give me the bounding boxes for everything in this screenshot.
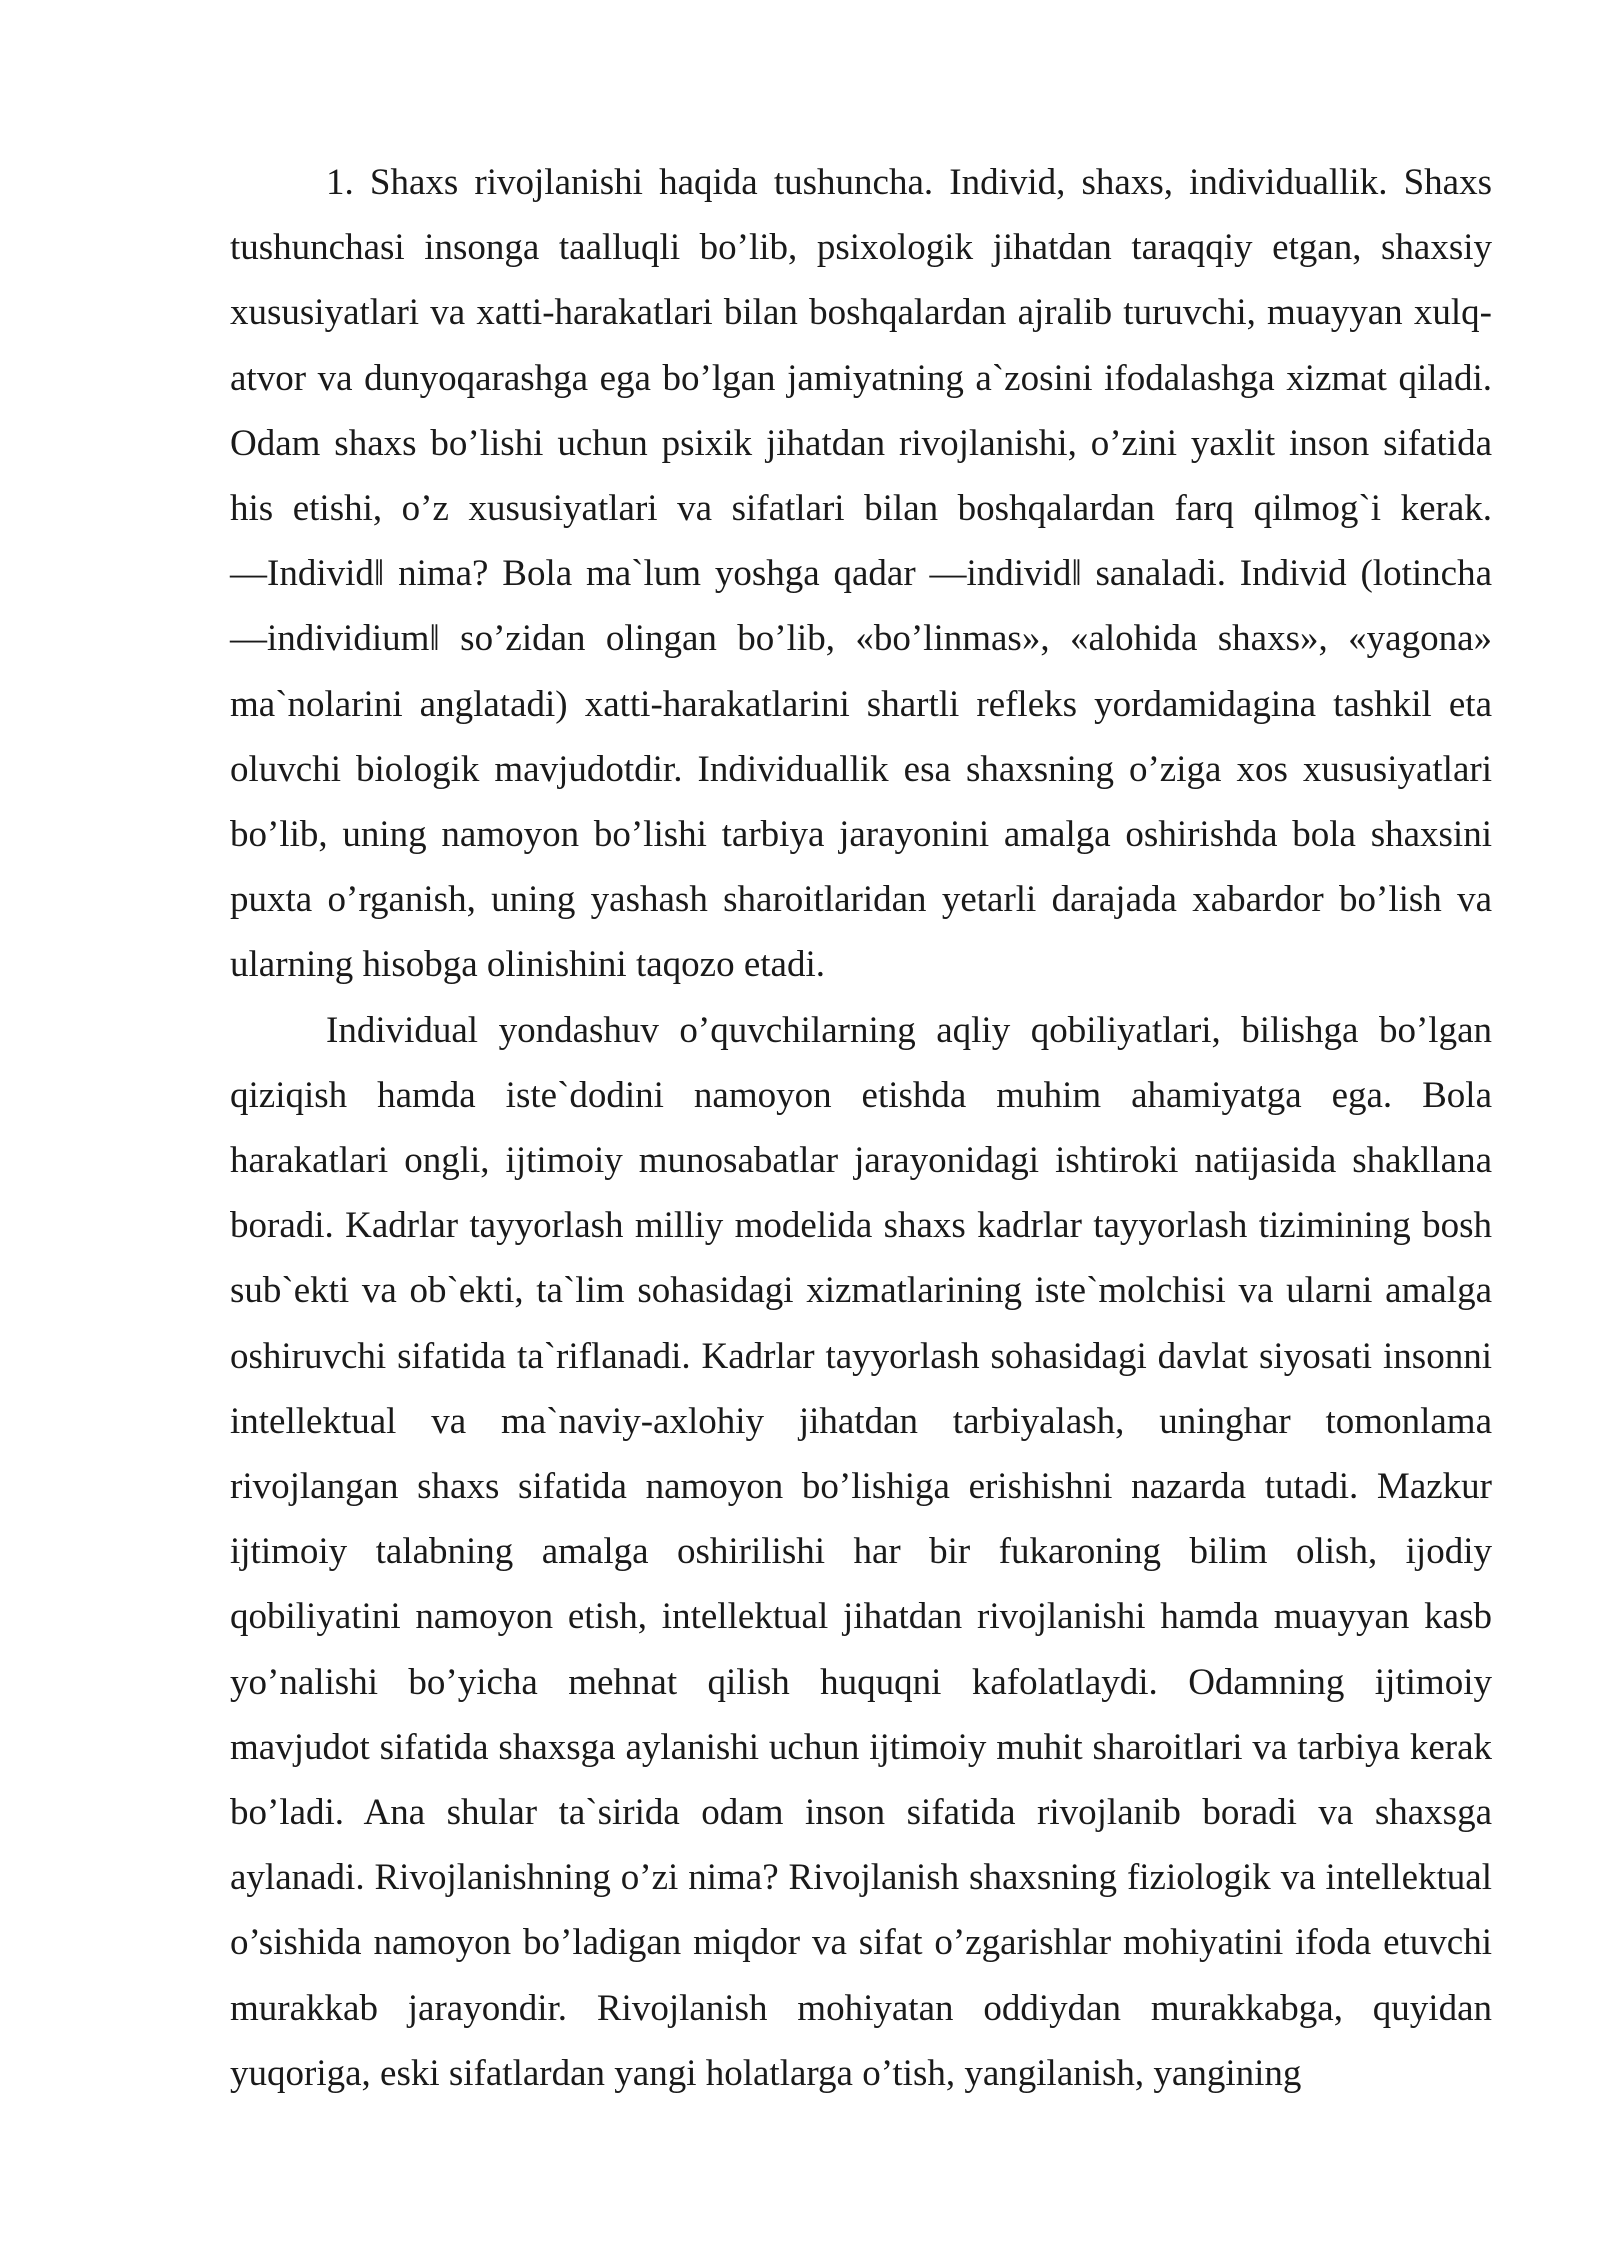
- paragraph-2: Individual yondashuv o’quvchilarning aqliy qobiliyatlari, bilishga bo’lgan qiziqish hamda iste`dodini namoyon etishda muhim ahamiyatga ega. Bola harakatlari ongli, ijtimoiy munosabatlar jarayonidagi ishtiroki natijasida shakllana boradi. Kadrlar tayyorlash milliy modelida shaxs kadrlar tayyorlash tizimining bosh sub`ekti va ob`ekti, ta`lim sohasidagi xizmatlarining iste`molchisi va ularni amalga oshiruvchi sifatida ta`riflanadi. Kadrlar tayyorlash sohasidagi davlat siyosati insonni intellektual va ma`naviy-axlohiy jihatdan tarbiyalash, uninghar tomonlama rivojlangan shaxs sifatida namoyon bo’lishiga erishishni nazarda tutadi. Mazkur ijtimoiy talabning amalga oshirilishi har bir fukaroning bilim olish, ijodiy qobiliyatini namoyon etish, intellektual jihatdan rivojlanishi hamda muayyan kasb yo’nalishi bo’yicha mehnat qilish huquqni kafolatlaydi. Odamning ijtimoiy mavjudot sifatida shaxsga aylanishi uchun ijtimoiy muhit sharoitlari va tarbiya kerak bo’ladi. Ana shular ta`sirida odam inson sifatida rivojlanib boradi va shaxsga aylanadi. Rivojlanishning o’zi nima? Rivojlanish shaxsning fiziologik va intellektual o’sishida namoyon bo’ladigan miqdor va sifat o’zgarishlar mohiyatini ifoda etuvchi murakkab jarayondir. Rivojlanish mohiyatan oddiydan murakkabga, quyidan yuqoriga, eski sifatlardan yangi holatlarga o’tish, yangilanish, yangining: [230, 1009, 1492, 2094]
- paragraph-1: 1. Shaxs rivojlanishi haqida tushuncha. Individ, shaxs, individuallik. Shaxs tushunchasi insonga taalluqli bo’lib, psixologik jihatdan taraqqiy etgan, shaxsiy xususiyatlari va xatti-harakatlari bilan boshqalardan ajralib turuvchi, muayyan xulq-atvor va dunyoqarashga ega bo’lgan jamiyatning a`zosini ifodalashga xizmat qiladi. Odam shaxs bo’lishi uchun psixik jihatdan rivojlanishi, o’zini yaxlit inson sifatida his etishi, o’z xususiyatlari va sifatlari bilan boshqalardan farq qilmog`i kerak. ―Individ‖ nima? Bola ma`lum yoshga qadar ―individ‖ sanaladi. Individ (lotincha ―individium‖ so’zidan olingan bo’lib, «bo’linmas», «alohida shaxs», «yagona» ma`nolarini anglatadi) xatti-harakatlarini shartli refleks yordamidagina tashkil eta oluvchi biologik mavjudotdir. Individuallik esa shaxsning o’ziga xos xususiyatlari bo’lib, uning namoyon bo’lishi tarbiya jarayonini amalga oshirishda bola shaxsini puxta o’rganish, uning yashash sharoitlaridan yetarli darajada xabardor bo’lish va ularning hisobga olinishini taqozo etadi.: [230, 162, 1492, 986]
- document-page: [230, 150, 1492, 2106]
